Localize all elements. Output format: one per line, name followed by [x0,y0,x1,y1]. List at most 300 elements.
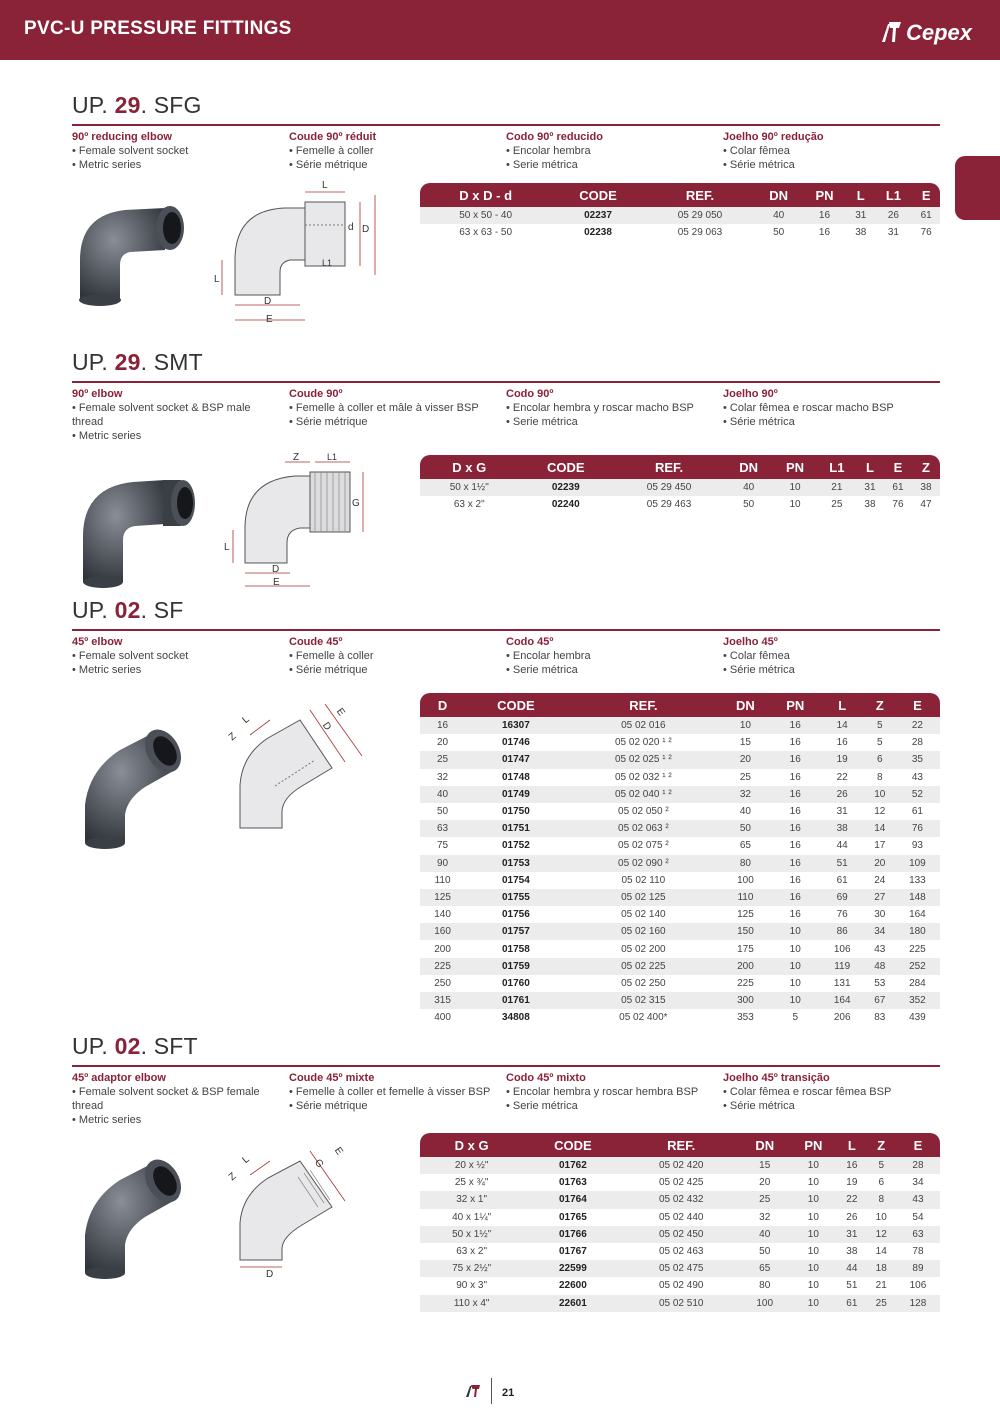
table-cell: 38 [855,227,867,239]
table-cell: 89 [896,1260,940,1277]
table-cell: 25 [867,1295,896,1312]
lang-heading: 90º reducing elbow [72,131,172,143]
table-cell: 80 [720,855,771,872]
table-up29-sfg [420,183,940,241]
brand-logo [880,20,972,46]
lang-line: • Serie métrica [506,159,578,171]
table-cell: 25 x ¾" [454,1177,489,1189]
table-cell: 76 [920,227,932,239]
table-cell: 16 [771,717,820,734]
table-cell: 10 [790,1226,838,1243]
table-row [420,1191,940,1208]
table-cell: 05 02 040 ¹ ² [567,786,720,803]
dim-label: E [273,577,280,588]
table-cell: 05 02 016 [567,717,720,734]
dim-label: D [362,224,370,235]
section-up29-smt [72,349,940,443]
table-row [420,923,940,940]
lang-heading: 45º elbow [72,636,123,648]
table-header-cell: REF. [567,693,720,717]
section-rule [72,381,940,383]
lang-line: • Série métrique [289,159,368,171]
table-cell: 25 [420,751,465,768]
section-up02-sft [72,1033,940,1127]
table-cell: 110 [720,889,771,906]
lang-heading: Coude 90º réduit [289,131,377,143]
table-cell: 32 [759,1211,771,1223]
table-cell: 25 [739,771,751,783]
table-cell: 10 [771,958,820,975]
lang-line: • Série métrique [289,1100,368,1112]
table-cell: 16 [818,227,831,239]
table-cell: 05 02 140 [621,909,666,921]
table-cell: 225 [737,977,754,989]
table-row [420,940,940,957]
table-cell: 21 [875,1280,887,1292]
table-cell: 53 [874,977,886,989]
table-cell: 05 02 020 ¹ ² [614,737,672,749]
table-cell: 125 [737,909,754,921]
table-header-cell: DN [725,455,772,479]
table-cell: 150 [720,923,771,940]
table-cell: 05 02 475 [622,1260,739,1277]
table-cell: 140 [434,909,451,921]
table-row [420,906,940,923]
table-cell: 05 02 075 ² [618,840,669,852]
table-cell: 352 [895,992,940,1009]
table-cell: 54 [912,1211,924,1223]
lang-line: • Metric series [72,430,142,442]
dim-label: E [333,706,347,719]
table-cell: 300 [720,992,771,1009]
table-row [420,1277,940,1294]
table-header-row [420,183,940,207]
code-cell: 01764 [523,1191,622,1208]
code-cell: 01763 [558,1177,587,1189]
table-cell: 32 [436,771,449,783]
table-cell: 05 29 050 [645,207,756,224]
table-header-row [420,1133,940,1157]
table-cell: 63 x 63 - 50 [459,227,513,239]
table-row [420,479,940,496]
table-cell: 75 [436,840,449,852]
table-cell: 10 [807,1246,819,1258]
lang-line: • Serie métrica [506,1100,578,1112]
table-row [420,734,940,751]
dim-label: D [264,296,272,307]
table-cell: 10 [790,1157,838,1174]
table-cell: 15 [740,1157,790,1174]
table-cell: 12 [874,806,886,818]
code-cell: 16307 [465,717,567,734]
code-cell: 01766 [523,1226,622,1243]
table-cell: 400 [434,1012,451,1024]
table-cell: 10 [790,1260,838,1277]
table-cell: 05 29 463 [646,499,692,511]
table-cell: 16 [836,737,848,749]
table-cell: 20 [865,855,895,872]
table-cell: 16 [789,771,801,783]
table-cell: 125 [420,889,465,906]
table-cell: 10 [771,923,820,940]
lang-line: • Serie métrica [506,416,578,428]
table-cell: 225 [420,958,465,975]
code-cell: 01754 [501,874,530,886]
dim-label: Z [293,452,300,463]
drawing-threaded-elbow [215,448,385,593]
lang-column [506,1071,723,1127]
table-cell: 40 [755,207,802,224]
lang-heading: Joelho 45º transição [723,1072,830,1084]
table-cell: 12 [867,1226,896,1243]
code-cell: 01748 [501,771,530,783]
lang-line: • Encolar hembra [506,145,591,157]
table-cell: 51 [820,855,865,872]
lang-line: • Série métrique [289,664,368,676]
table-cell: 284 [909,977,926,989]
table-cell: 14 [865,820,895,837]
table-header-cell: D x D - d [420,183,551,207]
code-cell: 01749 [465,786,567,803]
table-cell: 225 [909,943,926,955]
table-cell: 05 02 425 [658,1177,704,1189]
table-header-cell: D x G [420,455,519,479]
table-cell: 133 [909,874,926,886]
table-header-cell: L [820,693,865,717]
table-cell: 31 [847,207,875,224]
table-row [420,958,940,975]
table-cell: 10 [771,992,820,1009]
lang-line: • Encolar hembra y roscar macho BSP [506,402,694,414]
table-header-cell: CODE [465,693,567,717]
table-cell: 10 [772,479,817,496]
brand-name: Cepex [905,20,972,45]
table-cell: 21 [818,479,856,496]
lang-line: • Colar fêmea e roscar fêmea BSP [723,1086,892,1098]
code-cell: 22600 [558,1280,587,1292]
dim-label: L1 [327,452,338,462]
photo-threaded-elbow [75,462,205,592]
table-header-cell: PN [772,455,817,479]
dim-label: L [214,274,220,285]
lang-line: • Female solvent socket & BSP female thread [72,1086,260,1112]
table-header-cell: PN [790,1133,838,1157]
code-cell: 01747 [465,751,567,768]
table-cell: 25 [831,499,843,511]
lang-column [72,635,289,677]
lang-heading: Joelho 90º [723,388,778,400]
table-cell: 05 02 050 ² [618,806,669,818]
lang-line: • Femelle à coller [289,650,374,662]
table-row [420,1243,940,1260]
table-cell: 160 [420,923,465,940]
table-cell: 5 [877,737,883,749]
code-cell: 34808 [501,1012,530,1024]
table-cell: 28 [896,1157,940,1174]
table-cell: 109 [895,855,940,872]
table-cell: 63 [420,820,465,837]
table-cell: 20 [720,751,771,768]
chapter-tab [955,156,1000,220]
table-cell: 5 [865,717,895,734]
table-cell: 05 02 025 ¹ ² [567,751,720,768]
code-cell: 01757 [465,923,567,940]
lang-line: • Série métrica [723,159,795,171]
table-cell: 200 [720,958,771,975]
table-header-cell: REF. [645,183,756,207]
table-row [420,820,940,837]
table-cell: 61 [912,207,940,224]
table-row [420,786,940,803]
table-header-cell: DN [755,183,802,207]
dim-label: E [331,1145,345,1158]
table-cell: 148 [895,889,940,906]
code-cell: 01758 [501,943,530,955]
dim-label: Z [226,1170,239,1184]
table-cell: 76 [892,499,904,511]
table-row [420,496,940,513]
lang-line: • Encolar hembra [506,650,591,662]
table-cell: 17 [874,840,886,852]
table-header-cell: CODE [523,1133,622,1157]
table-cell: 90 x 3" [456,1280,488,1292]
code-cell: 01759 [465,958,567,975]
table-up29-smt [420,455,940,513]
footer-divider [491,1378,492,1404]
table-cell: 76 [895,820,940,837]
lang-column [289,387,506,443]
table-cell: 252 [895,958,940,975]
table-cell: 6 [878,1177,884,1189]
table-cell: 50 [436,806,449,818]
code-cell: 02240 [551,499,580,511]
dim-label: D [319,720,334,733]
lang-line: • Serie métrica [506,664,578,676]
table-header-cell: E [884,455,912,479]
table-header-cell: DN [720,693,771,717]
code-cell: 22599 [523,1260,622,1277]
table-cell: 34 [912,1177,924,1189]
table-cell: 63 [896,1226,940,1243]
table-header-cell: Z [912,455,940,479]
table-cell: 50 [759,1246,771,1258]
table-cell: 20 [759,1177,771,1189]
language-descriptions [72,130,940,172]
table-cell: 10 [865,786,895,803]
table-cell: 31 [836,806,848,818]
lang-heading: 45º adaptor elbow [72,1072,166,1084]
lang-column [723,635,940,677]
table-cell: 75 x 2½" [420,1260,523,1277]
table-cell: 05 29 450 [613,479,725,496]
photo-45-elbow [75,725,205,850]
photo-45-adaptor-elbow [75,1155,205,1280]
table-cell: 40 [725,479,772,496]
table-cell: 05 02 420 [622,1157,739,1174]
table-cell: 164 [909,909,926,921]
table-up02-sft [420,1133,940,1312]
section-title: UP. 02. SF [72,597,184,623]
code-cell: 01753 [465,855,567,872]
table-cell: 61 [837,1295,866,1312]
table-cell: 86 [820,923,865,940]
table-cell: 8 [877,771,883,783]
table-cell: 93 [911,840,923,852]
table-cell: 14 [875,1246,887,1258]
table-cell: 05 02 125 [567,889,720,906]
table-row [420,975,940,992]
table-cell: 315 [420,992,465,1009]
lang-column [72,1071,289,1127]
dim-label: L [240,1153,252,1166]
table-cell: 25 [740,1191,790,1208]
table-cell: 10 [789,977,801,989]
drawing-45-elbow [220,700,380,835]
table-cell: 38 [820,820,865,837]
table-cell: 61 [884,479,912,496]
dim-label: L [224,542,230,553]
table-cell: 28 [911,737,923,749]
table-cell: 78 [912,1246,924,1258]
table-cell: 16 [771,751,820,768]
dim-label: L [322,180,328,191]
table-cell: 10 [789,943,801,955]
table-cell: 05 02 400* [619,1012,668,1024]
page-header-title: PVC-U PRESSURE FITTINGS [24,18,292,39]
table-cell: 15 [739,737,751,749]
lang-column [723,387,940,443]
lang-line: • Série métrica [723,664,795,676]
language-descriptions [72,387,940,443]
table-cell: 63 x 2" [456,1246,488,1258]
lang-line: • Female solvent socket [72,650,189,662]
table-cell: 27 [865,889,895,906]
lang-column [72,130,289,172]
table-header-cell: PN [802,183,847,207]
table-cell: 19 [820,751,865,768]
table-header-cell: REF. [613,455,725,479]
table-cell: 26 [875,207,913,224]
lang-line: • Encolar hembra y roscar hembra BSP [506,1086,699,1098]
table-row [420,992,940,1009]
table-cell: 43 [874,943,886,955]
table-cell: 05 29 063 [677,227,723,239]
lang-heading: Coude 45º mixte [289,1072,375,1084]
lang-column [506,387,723,443]
table-header-cell: Z [867,1133,896,1157]
code-cell: 02238 [584,227,612,239]
table-cell: 52 [895,786,940,803]
table-cell: 5 [792,1012,798,1024]
lang-line: • Femelle à coller et mâle à visser BSP [289,402,479,414]
table-cell: 10 [875,1211,887,1223]
table-cell: 38 [846,1246,858,1258]
table-cell: 353 [737,1012,754,1024]
table-header-cell: D x G [420,1133,523,1157]
table-row [420,207,940,224]
table-header-cell: L [856,455,884,479]
lang-line: • Female solvent socket & BSP male thread [72,402,251,428]
lang-heading: Codo 90º reducido [506,131,603,143]
table-cell: 16 [771,820,820,837]
table-cell: 22 [837,1191,866,1208]
table-cell: 128 [896,1295,940,1312]
table-cell: 31 [856,479,884,496]
table-cell: 20 [436,737,449,749]
table-cell: 250 [434,977,451,989]
lang-line: • Femelle à coller et femelle à visser BSP [289,1086,491,1098]
lang-line: • Femelle à coller [289,145,374,157]
table-cell: 16 [771,855,820,872]
table-row [420,803,940,820]
table-cell: 65 [739,840,751,852]
table-header-cell: PN [771,693,820,717]
table-cell: 5 [867,1157,896,1174]
table-cell: 05 02 463 [658,1246,704,1258]
table-cell: 10 [807,1280,819,1292]
table-cell: 05 02 063 ² [567,820,720,837]
table-cell: 31 [887,227,899,239]
page-number: 21 [502,1387,515,1399]
table-row [420,1157,940,1174]
lang-line: • Colar fêmea [723,145,790,157]
table-header-cell: L1 [875,183,913,207]
header-bar [0,0,1000,60]
table-cell: 90 [420,855,465,872]
table-cell: 50 x 50 - 40 [420,207,551,224]
table-cell: 10 [807,1211,819,1223]
table-cell: 206 [833,1012,851,1024]
table-cell: 14 [820,717,865,734]
table-cell: 05 02 090 ² [567,855,720,872]
code-cell: 01765 [558,1211,587,1223]
table-cell: 05 02 315 [567,992,720,1009]
drawing-45-adaptor-elbow [220,1145,380,1280]
table-cell: 61 [836,874,848,886]
table-cell: 26 [820,786,865,803]
table-header-row [420,455,940,479]
table-cell: 131 [833,977,851,989]
table-cell: 100 [737,874,754,886]
table-cell: 10 [789,499,801,511]
table-cell: 76 [836,909,848,921]
table-row [420,1260,940,1277]
table-cell: 40 [739,806,751,818]
table-row [420,889,940,906]
table-header-cell: CODE [551,183,644,207]
table-cell: 22 [836,771,848,783]
table-cell: 05 02 250 [621,977,666,989]
code-cell: 01760 [501,977,530,989]
table-cell: 180 [895,923,940,940]
table-cell: 26 [846,1211,858,1223]
code-cell: 01756 [501,909,530,921]
table-row [420,1009,940,1026]
lang-line: • Série métrica [723,416,795,428]
table-cell: 69 [820,889,865,906]
table-row [420,872,940,889]
table-cell: 16 [789,840,801,852]
table-cell: 05 02 432 [622,1191,739,1208]
lang-line: • Metric series [72,159,142,171]
lang-heading: 90º elbow [72,388,123,400]
table-header-row [420,693,940,717]
lang-line: • Metric series [72,664,142,676]
dim-label: D [266,1269,274,1280]
table-cell: 106 [909,1280,927,1292]
table-cell: 6 [865,751,895,768]
code-cell: 01762 [523,1157,622,1174]
